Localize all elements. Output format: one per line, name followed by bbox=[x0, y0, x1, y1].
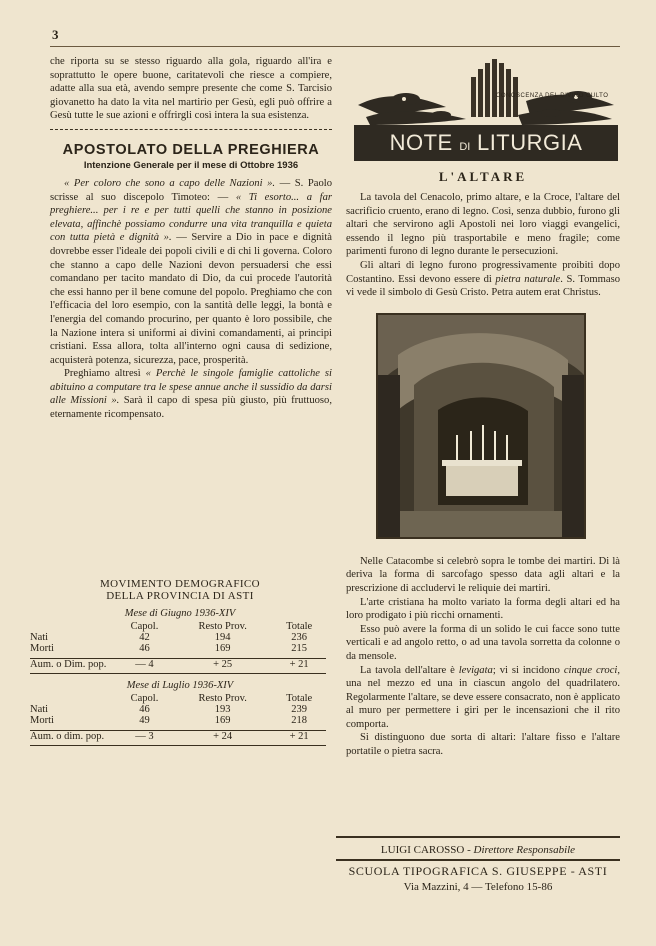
right-column bbox=[346, 55, 620, 759]
altar-paragraph-2 bbox=[346, 259, 620, 300]
table-row-total bbox=[30, 731, 326, 742]
col-header: Capol. bbox=[130, 621, 159, 632]
liturgy-banner bbox=[346, 55, 620, 165]
cell: 46 bbox=[139, 643, 150, 654]
intro-paragraph: che riporta su se stesso riguardo alla gola, riguardo all'ira e soprattutto le opere buone, caritatevoli che riesce a compiere, adatte alla sua età, avendo sempre presente che come S. Tarcisio giovanetto ha dato la vita nel martirio per Gesù, egli può offrire a Gesù tutte le sue azioni e offrirgli così intera la sua esistenza. bbox=[50, 56, 332, 122]
italic-quote: « Ti esorto... a far preghiere... per i re e per tutti quelli che stanno in posizione elevata, affinchè possiamo condurre una vita tranquilla e quieta con tutta pietà e dignità ». bbox=[50, 191, 332, 244]
responsible-name: LUIGI CAROSSO bbox=[380, 844, 465, 856]
italic-quote: « Per coloro che sono a capo delle Nazioni ». bbox=[64, 177, 276, 189]
cell: + 21 bbox=[289, 659, 309, 670]
cell: 46 bbox=[139, 704, 150, 715]
altar-paragraph-6 bbox=[346, 664, 620, 732]
italic-text: cinque croci bbox=[563, 664, 618, 676]
banner-word-small: DI bbox=[459, 141, 471, 153]
italic-quote: « Perchè le singole famiglie cattoliche si abituino a computare tra le spese annue anche il sussidio da darsi alle Missioni ». bbox=[50, 368, 332, 407]
text: ; vi si incidono bbox=[492, 664, 564, 676]
altar-paragraph-4: L'arte cristiana ha molto variato la forma degli altari ed ha loro prodigato i più ricchi ornamenti. bbox=[346, 596, 620, 622]
printer-address: Via Mazzini, 4 — Telefono 15-86 bbox=[403, 881, 553, 893]
banner-word: NOTE bbox=[389, 130, 453, 155]
cell: + 21 bbox=[289, 731, 309, 742]
table-row-total bbox=[30, 659, 326, 670]
banner-title bbox=[354, 125, 618, 161]
responsible-line: LUIGI CAROSSO - Direttore Responsabile bbox=[380, 844, 576, 856]
footer-rule bbox=[336, 859, 620, 861]
cell: 215 bbox=[291, 643, 308, 654]
altar-paragraph-3: Nelle Catacombe si celebrò sopra le tombe dei martiri. Di là deriva la forma di sarcofago spesso data agli altari e la prescrizione di accludervi le reliquie dei martiri. bbox=[346, 555, 620, 594]
col-header: Totale bbox=[286, 621, 313, 632]
cell: 49 bbox=[139, 715, 150, 726]
article-title: L'ALTARE bbox=[438, 169, 528, 184]
demographic-title-line1: MOVIMENTO DEMOGRAFICO bbox=[99, 578, 261, 590]
footer-rule bbox=[336, 836, 620, 838]
cell: 169 bbox=[214, 715, 231, 726]
italic-text: pietra naturale bbox=[495, 273, 561, 285]
cell: 236 bbox=[291, 632, 308, 643]
cell: 42 bbox=[139, 632, 150, 643]
cell: + 24 bbox=[213, 731, 233, 742]
section-subtitle: Intenzione Generale per il mese di Ottobre 1936 bbox=[83, 159, 299, 171]
col-header: Resto Prov. bbox=[198, 621, 247, 632]
catacomb-altar-photo bbox=[376, 313, 586, 539]
demographic-title-line2: DELLA PROVINCIA DI ASTI bbox=[106, 590, 254, 602]
month-label: Mese di Luglio 1936-XIV bbox=[126, 680, 234, 691]
row-label: Aum. o Dim. pop. bbox=[30, 659, 107, 670]
text: — Servire a Dio in pace e dignità dovrebbe esser l'ideale dei popoli civili e di chi li governa. Coloro che stanno a capo delle Nazioni devon persuadersi che essi comandano per tacito mandato di Dio, da cui procede l'autorità che essi hanno per il bene comune del popolo. Preghiamo che con l'efficacia del loro esempio, con la santità delle leggi, la bontà e l'energia del comando procurino, per quanto è loro possibile, che la Nazione intera si uniformi ai divini comandamenti, ai principi cristiani. Essa allora, tolta all'interno ogni causa di sedizione, acquisterà potenza, sicurezza, pace, prosperità. bbox=[50, 232, 333, 366]
text: Sarà il capo di spesa più giusto, più fruttuoso, eternamente ricompensato. bbox=[50, 395, 332, 421]
italic-text: levigata bbox=[458, 664, 493, 676]
cell: — 4 bbox=[135, 659, 154, 670]
cell: 194 bbox=[214, 632, 231, 643]
text: , una nel mezzo ed una in ciascun angolo del quadrilatero. Regolarmente l'altare, se deve essere consacrato, non è applicato al muro per permettere i giri per le incensazioni che il rito comporta. bbox=[346, 664, 620, 730]
table-row bbox=[30, 643, 326, 654]
printer-name: SCUOLA TIPOGRAFICA S. GIUSEPPE - ASTI bbox=[348, 864, 608, 878]
col-header: Resto Prov. bbox=[198, 693, 247, 704]
cell: — 3 bbox=[135, 731, 154, 742]
divider bbox=[30, 745, 326, 746]
demographic-table-july bbox=[30, 693, 326, 746]
demographic-table-june bbox=[30, 621, 326, 674]
cell: 218 bbox=[291, 715, 308, 726]
imprint-footer bbox=[336, 830, 620, 893]
cell: 239 bbox=[291, 704, 308, 715]
table-row bbox=[30, 632, 326, 643]
row-label: Morti bbox=[30, 715, 54, 726]
col-header: Totale bbox=[286, 693, 313, 704]
prayer-paragraph-2 bbox=[50, 367, 332, 421]
row-label: Nati bbox=[30, 704, 49, 715]
row-label: Aum. o dim. pop. bbox=[30, 731, 105, 742]
responsible-role: Direttore Responsabile bbox=[473, 844, 576, 856]
cell: + 25 bbox=[213, 659, 233, 670]
cell: 193 bbox=[214, 704, 231, 715]
banner-word: LITURGIA bbox=[476, 130, 583, 155]
altar-paragraph-1: La tavola del Cenacolo, primo altare, e la Croce, l'altare del sacrificio cruento, erano di legno. Così, senza dubbio, furono gli altari che servirono agli Apostoli nei loro viaggi evangelici, essendo il legno più trasportabile e meno fragile; come parimenti furono di legno durante le persecuzioni. bbox=[346, 192, 620, 258]
row-label: Nati bbox=[30, 632, 49, 643]
text: — S. Paolo scrisse al suo discepolo Timoteo: — bbox=[50, 177, 333, 203]
table-row bbox=[30, 704, 326, 715]
cell: 169 bbox=[214, 643, 231, 654]
left-column bbox=[50, 55, 332, 422]
banner-caption: CONOSCENZA DEL DIVINO CULTO bbox=[496, 93, 609, 99]
text: Preghiamo altresì bbox=[64, 368, 146, 380]
top-rule bbox=[50, 46, 620, 47]
page-number: 3 bbox=[52, 27, 59, 42]
text: . S. Tommaso vi vede il simbolo di Gesù Cristo. Petra autem erat Christus. bbox=[346, 273, 621, 299]
altar-paragraph-5: Esso può avere la forma di un solido le cui facce sono tutte verticali e ad angolo retto, o ad una tavola sorretta da colonne o da mensole. bbox=[346, 623, 620, 662]
row-label: Morti bbox=[30, 643, 54, 654]
photo-illustration bbox=[378, 315, 584, 537]
section-title: APOSTOLATO DELLA PREGHIERA bbox=[62, 141, 320, 158]
demographic-table-section bbox=[30, 578, 330, 746]
month-label: Mese di Giugno 1936-XIV bbox=[124, 608, 236, 619]
table-row bbox=[30, 715, 326, 726]
divider bbox=[30, 673, 326, 674]
altar-paragraph-7: Si distinguono due sorta di altari: l'altare fisso e l'altare portatile o pietra sacra. bbox=[346, 732, 620, 758]
separator bbox=[50, 129, 332, 130]
text: La tavola dell'altare è bbox=[360, 664, 459, 676]
col-header: Capol. bbox=[130, 693, 159, 704]
text: Gli altari di legno furono progressivamente proibiti dopo Costantino. Essi devono essere di bbox=[346, 259, 620, 285]
prayer-paragraph-1 bbox=[50, 177, 332, 367]
